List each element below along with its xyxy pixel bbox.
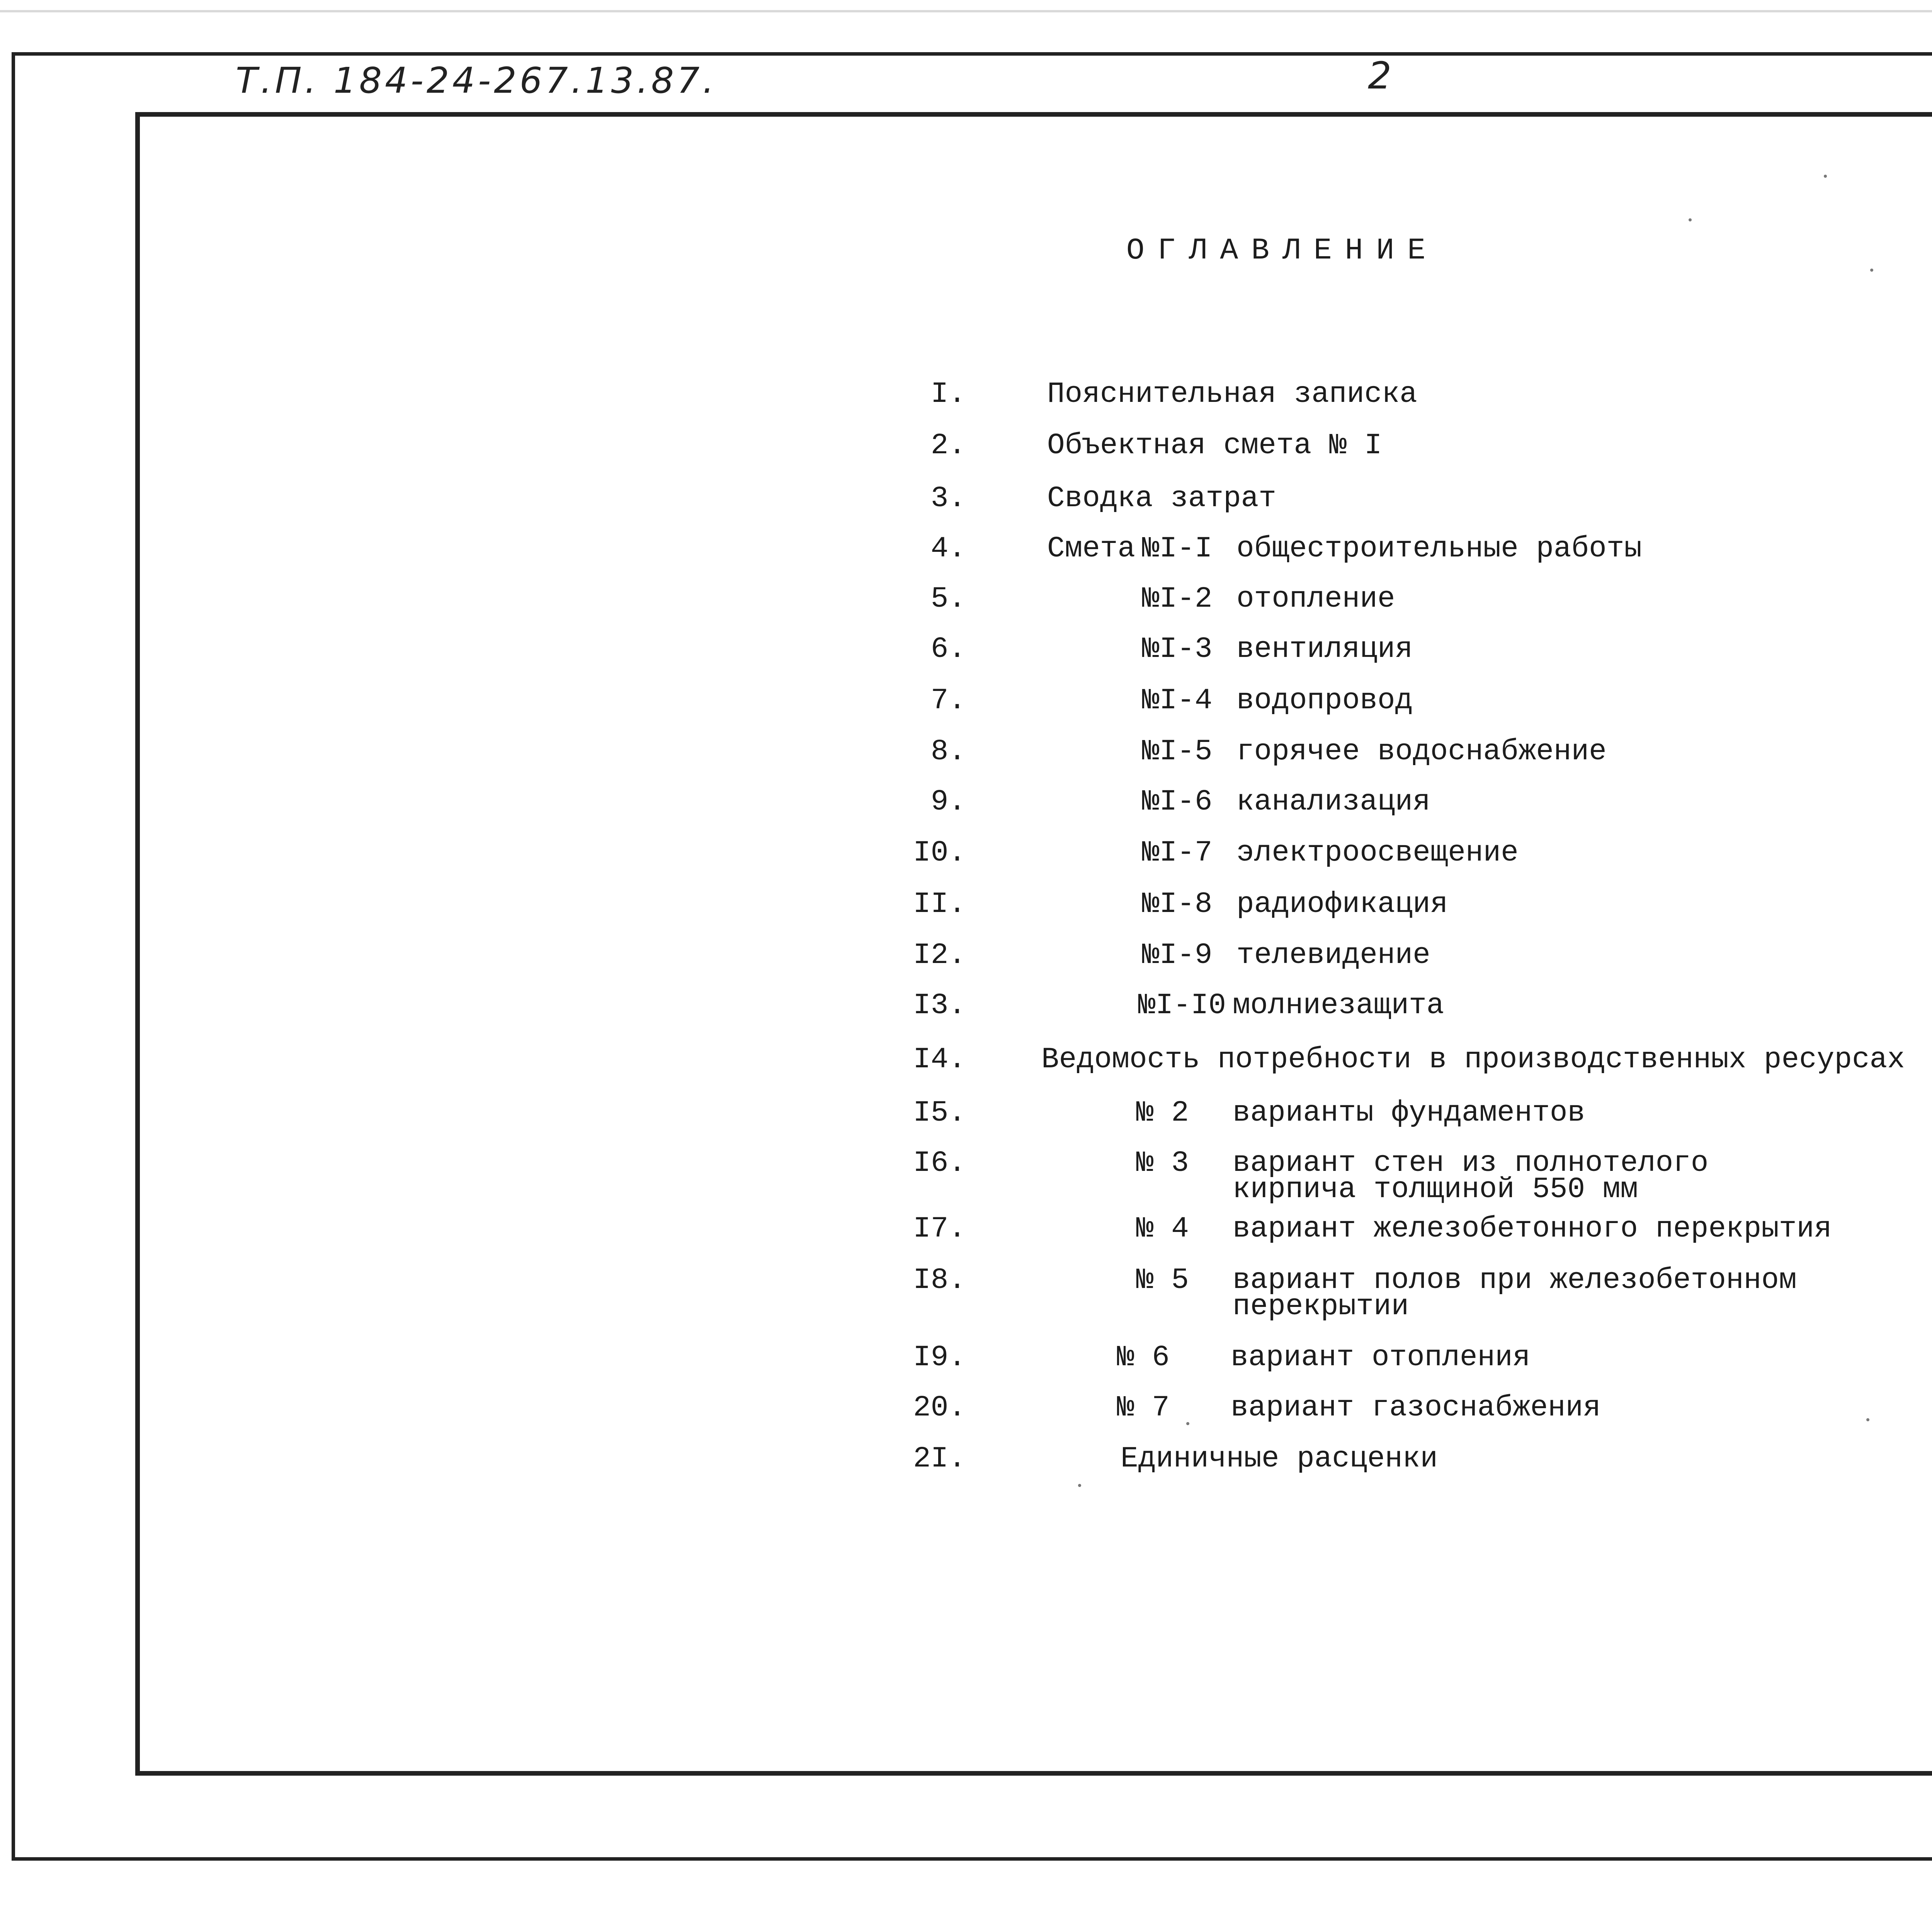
toc-code: №I-4 (1142, 684, 1213, 717)
toc-code: №I-I (1142, 532, 1213, 565)
toc-number: 7. (930, 684, 966, 717)
toc-title: варианты фундаментов (1233, 1096, 1585, 1130)
toc-code: № 7 (1117, 1391, 1170, 1424)
toc-title: водопровод (1236, 684, 1413, 717)
toc-number: 2. (930, 429, 966, 462)
toc-number: I. (930, 378, 966, 411)
toc-code: №I-6 (1142, 785, 1213, 818)
toc-code: № 5 (1136, 1264, 1189, 1297)
toc-title: вариант газоснабжения (1231, 1391, 1601, 1424)
toc-title: вентиляция (1236, 633, 1413, 666)
toc-title: вариант стен из полнотелого (1233, 1147, 1709, 1180)
toc-title: канализация (1236, 785, 1430, 818)
toc-number: I2. (913, 939, 966, 972)
toc-number: I3. (913, 989, 966, 1022)
toc-number: 3. (930, 482, 966, 515)
scan-speck (1870, 269, 1873, 272)
toc-code: № 4 (1136, 1212, 1189, 1245)
toc-number: 20. (913, 1391, 966, 1424)
scan-speck (1689, 218, 1692, 221)
toc-number: I5. (913, 1096, 966, 1130)
toc-number: I7. (913, 1212, 966, 1245)
toc-number: I9. (913, 1341, 966, 1374)
toc-title-line2: кирпича толщиной 550 мм (1233, 1173, 1638, 1206)
toc-code: № 6 (1117, 1341, 1170, 1374)
toc-code: №I-2 (1142, 582, 1213, 616)
toc-number: 6. (930, 633, 966, 666)
document-code: Т.П. 184-24-267.13.87. (236, 60, 717, 101)
scan-speck (1824, 175, 1827, 178)
toc-number: 8. (930, 735, 966, 768)
toc-code: №I-5 (1142, 735, 1213, 768)
toc-number: I0. (913, 836, 966, 869)
toc-title: вариант железобетонного перекрытия (1233, 1212, 1832, 1245)
toc-prefix: Смета (1047, 532, 1136, 565)
toc-code: № 3 (1136, 1147, 1189, 1180)
toc-title: общестроительные работы (1236, 532, 1642, 565)
toc-title: горячее водоснабжение (1236, 735, 1607, 768)
toc-title-line2: перекрытии (1233, 1290, 1409, 1323)
toc-title: Сводка затрат (1047, 482, 1276, 515)
toc-title: вариант полов при железобетонном (1233, 1264, 1797, 1297)
toc-number: I4. (913, 1043, 966, 1076)
toc-number: I8. (913, 1264, 966, 1297)
toc-code: №I-3 (1142, 633, 1213, 666)
toc-code: № 2 (1136, 1096, 1189, 1130)
toc-code: №I-I0 (1138, 989, 1226, 1022)
scan-speck (1078, 1484, 1081, 1487)
scan-speck (1186, 1422, 1189, 1425)
page-title: ОГЛАВЛЕНИЕ (1126, 234, 1439, 268)
toc-number: 5. (930, 582, 966, 616)
scan-speck (1866, 1418, 1869, 1421)
toc-title: радиофикация (1236, 888, 1448, 921)
toc-number: II. (913, 888, 966, 921)
toc-number: 9. (930, 785, 966, 818)
toc-title: молниезащита (1233, 989, 1444, 1022)
toc-title: Ведомость потребности в производственных ресурсах (1041, 1043, 1905, 1076)
toc-title: отопление (1236, 582, 1395, 616)
toc-code: №I-7 (1142, 836, 1213, 869)
toc-title: Пояснительная записка (1047, 378, 1417, 411)
toc-title: телевидение (1236, 939, 1430, 972)
toc-title: Объектная смета № I (1047, 429, 1382, 462)
toc-code: №I-9 (1142, 939, 1213, 972)
toc-number: 4. (930, 532, 966, 565)
toc-title: Единичные расценки (1121, 1442, 1438, 1475)
toc-title: вариант отопления (1231, 1341, 1531, 1374)
toc-number: I6. (913, 1147, 966, 1180)
page-number: 2 (1368, 54, 1392, 97)
toc-code: №I-8 (1142, 888, 1213, 921)
toc-number: 2I. (913, 1442, 966, 1475)
toc-title: электроосвещение (1236, 836, 1519, 869)
